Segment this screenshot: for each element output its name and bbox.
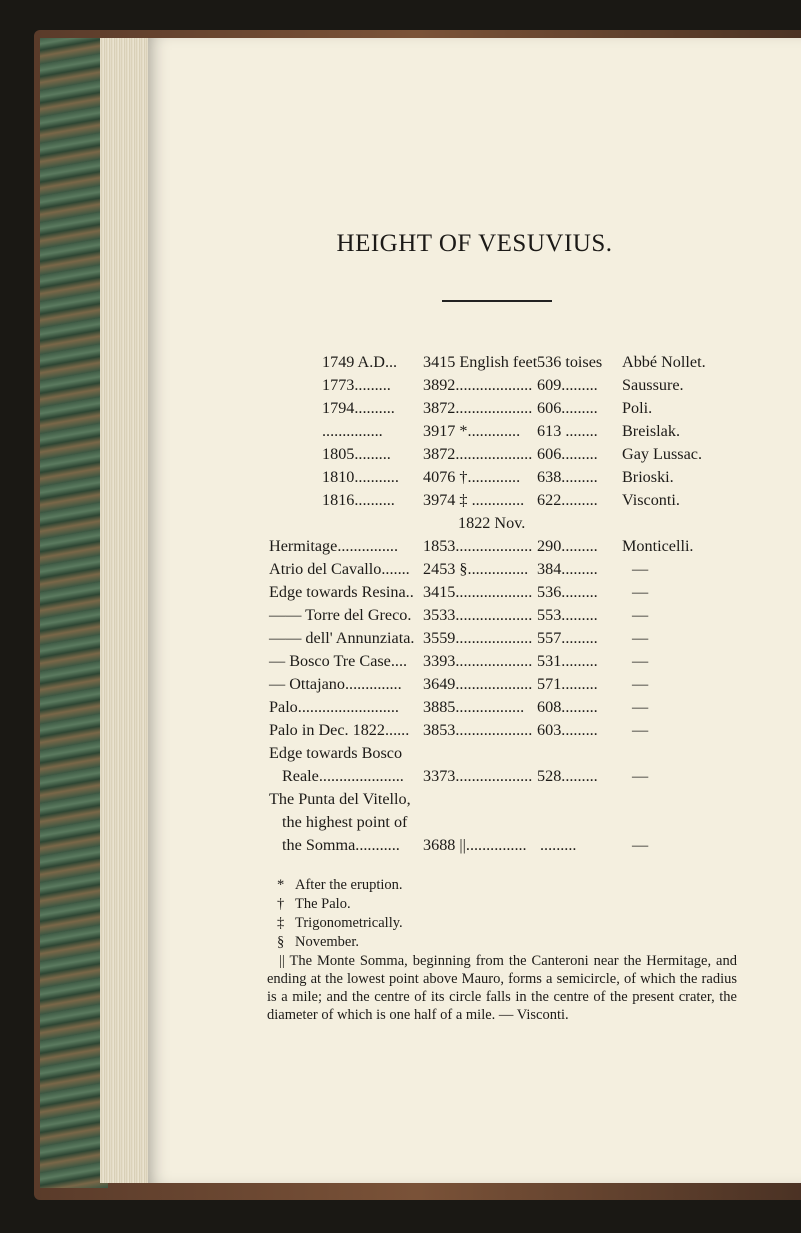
row-label: the Somma........... [282,836,400,854]
footnote [277,933,359,951]
row-toises: 536......... [537,583,598,601]
row-authority: — [632,652,649,670]
row-authority: — [632,560,649,578]
row-toises: 290......... [537,537,598,555]
row-authority: Gay Lussac. [622,445,703,463]
row-label: — Bosco Tre Case.... [269,652,408,670]
row-label: Edge towards Bosco [269,744,403,762]
row-toises: 557......... [537,629,598,647]
row-label: The Punta del Vitello, [269,790,411,808]
row-feet: 3393................... [423,652,533,670]
row-authority: — [632,698,649,716]
row-label: the highest point of [282,813,408,831]
row-feet: 3559................... [423,629,533,647]
row-label: ............... [322,422,383,440]
row-toises: 608......... [537,698,598,716]
row-label: 1773......... [322,376,391,394]
footnote-symbol: ‡ [277,915,285,931]
row-authority: Monticelli. [622,537,694,555]
row-label: 1805......... [322,445,391,463]
row-authority: Visconti. [622,491,680,509]
row-toises: 571......... [537,675,598,693]
row-toises: 553......... [537,606,598,624]
row-feet: 3853................... [423,721,533,739]
row-toises: 606......... [537,399,598,417]
row-toises: 384......... [537,560,598,578]
row-feet: 1853................... [423,537,533,555]
footnote-symbol: * [277,877,285,893]
row-feet: 3649................... [423,675,533,693]
row-label: 1794.......... [322,399,395,417]
page [148,38,801,1183]
footnote-text: After the eruption. [295,877,403,893]
row-feet: 3974 ‡ ............. [423,491,525,509]
row-label: Reale..................... [282,767,404,785]
row-feet: 3892................... [423,376,533,394]
row-feet: 3872................... [423,399,533,417]
row-authority: — [632,606,649,624]
row-feet: 3533................... [423,606,533,624]
row-toises: ......... [540,836,577,854]
row-label: —— dell' Annunziata. [269,629,415,647]
row-toises: 606......... [537,445,598,463]
row-label: 1816.......... [322,491,395,509]
row-authority: — [632,629,649,647]
row-authority: Breislak. [622,422,680,440]
footnote-text: Trigonometrically. [295,915,403,931]
subheading-date: 1822 Nov. [458,514,526,532]
row-label: Palo......................... [269,698,399,716]
row-authority: Poli. [622,399,653,417]
marbled-endpaper [40,38,108,1188]
row-toises: 531......... [537,652,598,670]
row-authority: — [632,583,649,601]
row-toises: 603......... [537,721,598,739]
footnote-symbol: † [277,896,285,912]
row-toises: 536 toises [537,353,603,371]
row-authority: — [632,675,649,693]
row-label: 1810........... [322,468,399,486]
row-label: Atrio del Cavallo....... [269,560,410,578]
row-authority: Brioski. [622,468,674,486]
row-feet: 2453 §............... [423,560,529,578]
row-label: Palo in Dec. 1822...... [269,721,410,739]
row-label: — Ottajano.............. [269,675,402,693]
row-authority: Abbé Nollet. [622,353,706,371]
page-title: HEIGHT OF VESUVIUS. [336,230,613,257]
footnote-text: November. [295,934,360,950]
row-feet: 3688 ||............... [423,836,527,854]
row-feet: 3917 *............. [423,422,521,440]
footnote [277,914,403,932]
row-feet: 3885................. [423,698,525,716]
row-authority: — [632,721,649,739]
row-feet: 3373................... [423,767,533,785]
footnote [277,895,351,913]
footnote [277,876,403,894]
row-toises: 638......... [537,468,598,486]
row-label: —— Torre del Greco. [269,606,412,624]
row-feet: 4076 †............. [423,468,521,486]
row-authority: — [632,836,649,854]
row-feet: 3872................... [423,445,533,463]
row-authority: — [632,767,649,785]
row-toises: 528......... [537,767,598,785]
row-toises: 622......... [537,491,598,509]
footnote-text: The Palo. [295,896,351,912]
row-feet: 3415 English feet [423,353,538,371]
row-label: Edge towards Resina.. [269,583,414,601]
row-authority: Saussure. [622,376,684,394]
page-edges [100,38,148,1183]
row-feet: 3415................... [423,583,533,601]
footnote-symbol: § [277,934,285,950]
row-label: Hermitage............... [269,537,399,555]
footnote-long: || The Monte Somma, beginning from the Canteroni near the Hermitage, and ending at the lowest point above Mauro, forms a semicircle, of which the radius is a mile; and the centre of its circle falls in the centre of the present crater, the diameter of which is one half of a mile. — Visconti. [267,953,737,1023]
row-label: 1749 A.D... [322,353,398,371]
row-toises: 613 ........ [537,422,598,440]
row-toises: 609......... [537,376,598,394]
